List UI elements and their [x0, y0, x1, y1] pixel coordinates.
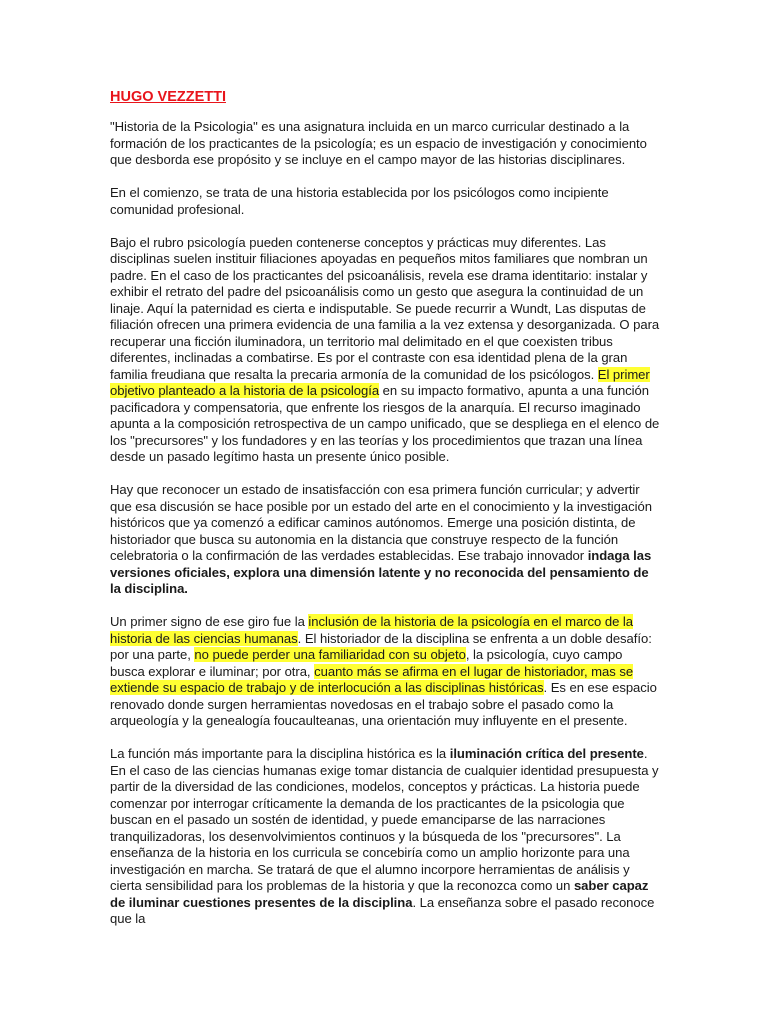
bold-text: indaga las versiones oficiales, explora una dimensión latente y no reconocida del pensamiento de la disciplina. [110, 548, 652, 596]
text-run: "Historia de la Psicologia" es una asignatura incluida en un marco curricular destinado a la formación de los practicantes de la psicología; es un espacio de investigación y conocimiento que desborda ese propósito y se incluye en el campo mayor de las historias disciplinares. [110, 119, 647, 167]
text-run: Hay que reconocer un estado de insatisfacción con esa primera función curricular; y advertir que esa discusión se hace posible por un estado del arte en el conocimiento y la investigación históricos que ya comenzó a edificar caminos autónomos. Emerge una posición distinta, de historiador que busca su autonomia en la distancia que construye respecto de la función celebratoria o la confirmación de las verdades establecidas. Ese trabajo innovador [110, 482, 652, 563]
highlighted-text: no puede perder una familiaridad con su objeto [194, 647, 466, 662]
text-run: Un primer signo de ese giro fue la [110, 614, 309, 629]
highlighted-text: cuanto más se afirma en el lugar de historiador, mas se extiende su espacio de trabajo y de interlocución a las disciplinas históricas [110, 663, 634, 695]
paragraph-2 [110, 185, 660, 218]
bold-text: saber capaz de iluminar cuestiones presentes de la disciplina [110, 878, 649, 910]
text-run: . En el caso de las ciencias humanas exige tomar distancia de cualquier identidad presupuesta y partir de la diversidad de las condiciones, modelos, conceptos y prácticas. La historia puede comenzar por interrogar críticamente la demanda de los practicantes de la psicologia que buscan en el pasado un sostén de identidad, y puede emanciparse de las narraciones tranquilizadoras, los desenvolvimientos continuos y la búsqueda de los "precursores". La enseñanza de la historia en los curricula se concebiría como un amplio horizonte para una investigación en marcha. Se tratará de que el alumno incorpore herramientas de análisis y cierta sensibilidad para los problemas de la historia y que la reconozca como un [110, 746, 659, 893]
text-run: en su impacto formativo, apunta a una función pacificadora y compensatoria, que enfrente los riesgos de la anarquía. El recurso imaginado apunta a la composición retrospectiva de un campo unificado, que se despliega en el elenco de los "precursores" y los fundadores y en las teorías y los procedimientos que trazan una línea desde un pasado legítimo hasta un presente único posible. [110, 383, 660, 464]
text-run: . El historiador de la disciplina se enfrenta a un doble desafío: por una parte, [110, 630, 652, 662]
document-title: HUGO VEZZETTI [110, 89, 226, 105]
bold-text: iluminación crítica del presente [449, 746, 644, 761]
paragraph-6 [110, 746, 660, 928]
text-run: La función más importante para la disciplina histórica es la [110, 746, 450, 761]
document-body [110, 119, 660, 928]
text-run: . La enseñanza sobre el pasado reconoce que la [110, 894, 655, 926]
paragraph-1 [110, 119, 660, 169]
text-run: Bajo el rubro psicología pueden contenerse conceptos y prácticas muy diferentes. Las disciplinas suelen instituir filiaciones apoyadas en pequeños mitos familiares que nombran un padre. En el caso de los practicantes del psicoanálisis, revela ese drama identitario: instalar y exhibir el retrato del padre del psicoanálisis como un gesto que asegura la continuidad de un linaje. Aquí la paternidad es cierta e indisputable. Se puede recurrir a Wundt, Las disputas de filiación ofrecen una primera evidencia de una familia a la vez extensa y desorganizada. O para recuperar una ficción iluminadora, un territorio mal delimitado en el que coexisten tribus diferentes, inclinadas a combatirse. Es por el contraste con esa identidad plena de la gran familia freudiana que resalta la precaria armonía de la comunidad de los psicólogos. [110, 234, 660, 382]
text-run: , la psicología, cuyo campo busca explorar e iluminar; por otra, [110, 647, 623, 679]
paragraph-5 [110, 614, 660, 730]
paragraph-4 [110, 482, 660, 598]
text-run: . Es en ese espacio renovado donde surgen herramientas novedosas en el trabajo sobre el pasado como la arqueología y la genealogía foucaulteanas, una orientación muy influyente en el presente. [110, 680, 657, 728]
highlighted-text: inclusión de la historia de la psicología en el marco de la historia de las ciencias humanas [110, 614, 633, 646]
highlighted-text: El primer objetivo planteado a la historia de la psicología [110, 366, 650, 398]
text-run: En el comienzo, se trata de una historia establecida por los psicólogos como incipiente comunidad profesional. [110, 185, 609, 217]
paragraph-3 [110, 235, 660, 466]
